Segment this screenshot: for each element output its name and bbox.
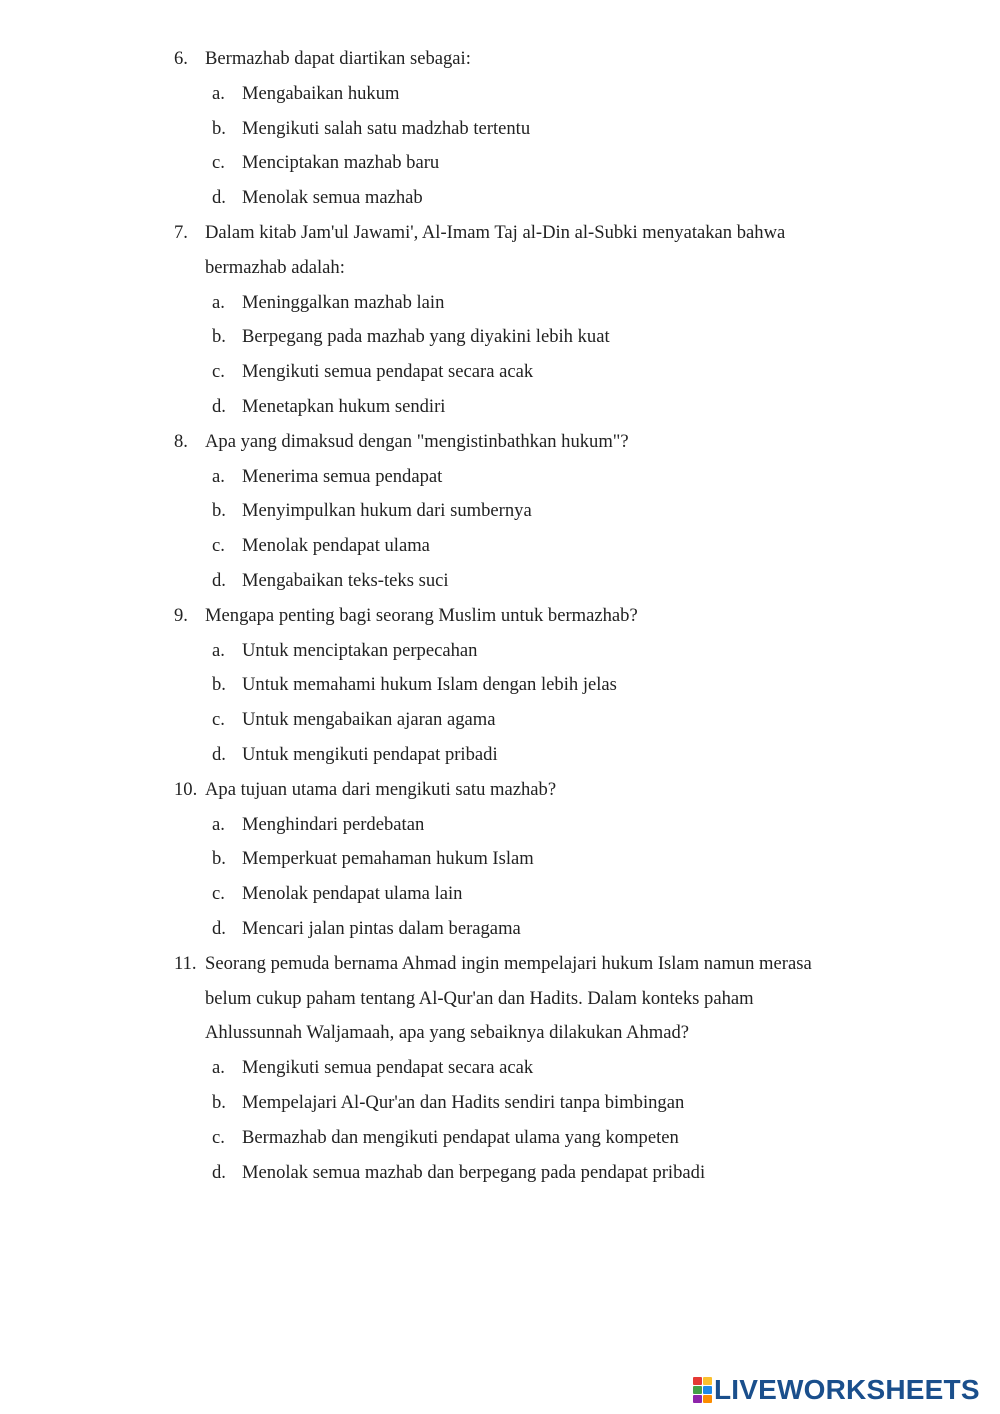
option-letter: b.: [212, 1091, 226, 1113]
option-letter: a.: [212, 291, 225, 313]
option-text: Mencari jalan pintas dalam beragama: [242, 917, 521, 939]
option-text: Menolak pendapat ulama lain: [242, 883, 463, 905]
option-10a[interactable]: [0, 808, 1000, 843]
logo-tile: [693, 1377, 702, 1385]
option-9a[interactable]: [0, 634, 1000, 669]
option-10b[interactable]: [0, 842, 1000, 877]
option-text: Menolak semua mazhab dan berpegang pada pendapat pribadi: [242, 1161, 706, 1183]
option-letter: b.: [212, 117, 226, 139]
option-letter: b.: [212, 326, 226, 348]
option-text: Mengabaikan teks-teks suci: [242, 569, 449, 591]
question-number: 6.: [174, 48, 188, 69]
option-text: Untuk memahami hukum Islam dengan lebih jelas: [242, 674, 617, 696]
option-6d[interactable]: [0, 181, 1000, 216]
question-number: 9.: [174, 604, 188, 626]
option-9c[interactable]: [0, 703, 1000, 738]
question-text: Mengapa penting bagi seorang Muslim untuk bermazhab?: [205, 604, 638, 626]
option-11c[interactable]: [0, 1121, 1000, 1156]
option-letter: b.: [212, 848, 226, 870]
option-text: Bermazhab dan mengikuti pendapat ulama yang kompeten: [242, 1126, 679, 1148]
question-7: [0, 216, 1000, 251]
option-letter: d.: [212, 187, 226, 209]
question-11-continuation: [0, 982, 1000, 1017]
option-letter: b.: [212, 674, 226, 696]
option-8c[interactable]: [0, 529, 1000, 564]
option-letter: a.: [212, 465, 225, 487]
question-text: Apa tujuan utama dari mengikuti satu mazhab?: [205, 778, 557, 800]
option-letter: c.: [212, 709, 225, 731]
question-6: [0, 42, 1000, 77]
option-8b[interactable]: [0, 494, 1000, 529]
option-6b[interactable]: [0, 112, 1000, 147]
option-letter: c.: [212, 883, 225, 905]
question-text: Seorang pemuda bernama Ahmad ingin mempelajari hukum Islam namun merasa: [205, 952, 812, 974]
option-11d[interactable]: [0, 1156, 1000, 1191]
option-text: Mengikuti semua pendapat secara acak: [242, 1057, 534, 1079]
option-7b[interactable]: [0, 320, 1000, 355]
logo-tile: [703, 1386, 712, 1394]
question-text: bermazhab adalah:: [205, 256, 345, 278]
question-text: belum cukup paham tentang Al-Qur'an dan Hadits. Dalam konteks paham: [205, 987, 754, 1009]
option-letter: b.: [212, 500, 226, 522]
option-letter: a.: [212, 813, 225, 835]
logo-tile: [703, 1377, 712, 1385]
option-text: Menetapkan hukum sendiri: [242, 395, 446, 417]
option-letter: c.: [212, 361, 225, 383]
option-text: Untuk mengikuti pendapat pribadi: [242, 743, 498, 765]
question-11: [0, 947, 1000, 982]
option-11b[interactable]: [0, 1086, 1000, 1121]
option-letter: c.: [212, 1126, 225, 1148]
option-8a[interactable]: [0, 460, 1000, 495]
option-10d[interactable]: [0, 912, 1000, 947]
option-letter: d.: [212, 395, 226, 417]
option-7d[interactable]: [0, 390, 1000, 425]
option-text: Menolak semua mazhab: [242, 187, 423, 209]
option-9b[interactable]: [0, 668, 1000, 703]
question-7-continuation: [0, 251, 1000, 286]
option-text: Untuk mengabaikan ajaran agama: [242, 709, 496, 731]
question-text: Apa yang dimaksud dengan "mengistinbathkan hukum"?: [205, 430, 629, 452]
option-letter: a.: [212, 82, 225, 104]
question-number: 11.: [174, 952, 197, 974]
option-text: Menciptakan mazhab baru: [242, 152, 440, 174]
option-10c[interactable]: [0, 877, 1000, 912]
option-letter: a.: [212, 1057, 225, 1079]
logo-tile: [693, 1395, 702, 1403]
option-11a[interactable]: [0, 1051, 1000, 1086]
option-8d[interactable]: [0, 564, 1000, 599]
question-text: Bermazhab dapat diartikan sebagai:: [205, 48, 471, 69]
option-text: Menolak pendapat ulama: [242, 535, 430, 557]
option-text: Untuk menciptakan perpecahan: [242, 639, 478, 661]
option-text: Menyimpulkan hukum dari sumbernya: [242, 500, 532, 522]
question-11-continuation: [0, 1016, 1000, 1051]
question-number: 7.: [174, 221, 188, 243]
question-text: Dalam kitab Jam'ul Jawami', Al-Imam Taj al-Din al-Subki menyatakan bahwa: [205, 221, 786, 243]
liveworksheets-logo[interactable]: [693, 1375, 980, 1405]
option-text: Menghindari perdebatan: [242, 813, 425, 835]
option-letter: d.: [212, 917, 226, 939]
liveworksheets-logo-icon: [693, 1377, 712, 1403]
option-text: Mengikuti semua pendapat secara acak: [242, 361, 534, 383]
option-text: Mengabaikan hukum: [242, 82, 400, 104]
logo-tile: [693, 1386, 702, 1394]
option-letter: d.: [212, 743, 226, 765]
option-text: Mempelajari Al-Qur'an dan Hadits sendiri tanpa bimbingan: [242, 1091, 685, 1113]
liveworksheets-wordmark: LIVEWORKSHEETS: [714, 1374, 980, 1405]
option-6c[interactable]: [0, 146, 1000, 181]
question-9: [0, 599, 1000, 634]
option-text: Berpegang pada mazhab yang diyakini lebih kuat: [242, 326, 610, 348]
logo-tile: [703, 1395, 712, 1403]
option-text: Menerima semua pendapat: [242, 465, 443, 487]
option-7a[interactable]: [0, 286, 1000, 321]
option-letter: a.: [212, 639, 225, 661]
option-letter: d.: [212, 1161, 226, 1183]
option-text: Memperkuat pemahaman hukum Islam: [242, 848, 534, 870]
option-text: Meninggalkan mazhab lain: [242, 291, 445, 313]
question-number: 10.: [174, 778, 198, 800]
question-10: [0, 773, 1000, 808]
worksheet-page: [0, 42, 1000, 1190]
option-7c[interactable]: [0, 355, 1000, 390]
option-letter: d.: [212, 569, 226, 591]
option-letter: c.: [212, 535, 225, 557]
question-8: [0, 425, 1000, 460]
option-text: Mengikuti salah satu madzhab tertentu: [242, 117, 531, 139]
question-number: 8.: [174, 430, 188, 452]
question-text: Ahlussunnah Waljamaah, apa yang sebaiknya dilakukan Ahmad?: [205, 1022, 690, 1044]
option-9d[interactable]: [0, 738, 1000, 773]
option-6a[interactable]: [0, 77, 1000, 112]
option-letter: c.: [212, 152, 225, 174]
